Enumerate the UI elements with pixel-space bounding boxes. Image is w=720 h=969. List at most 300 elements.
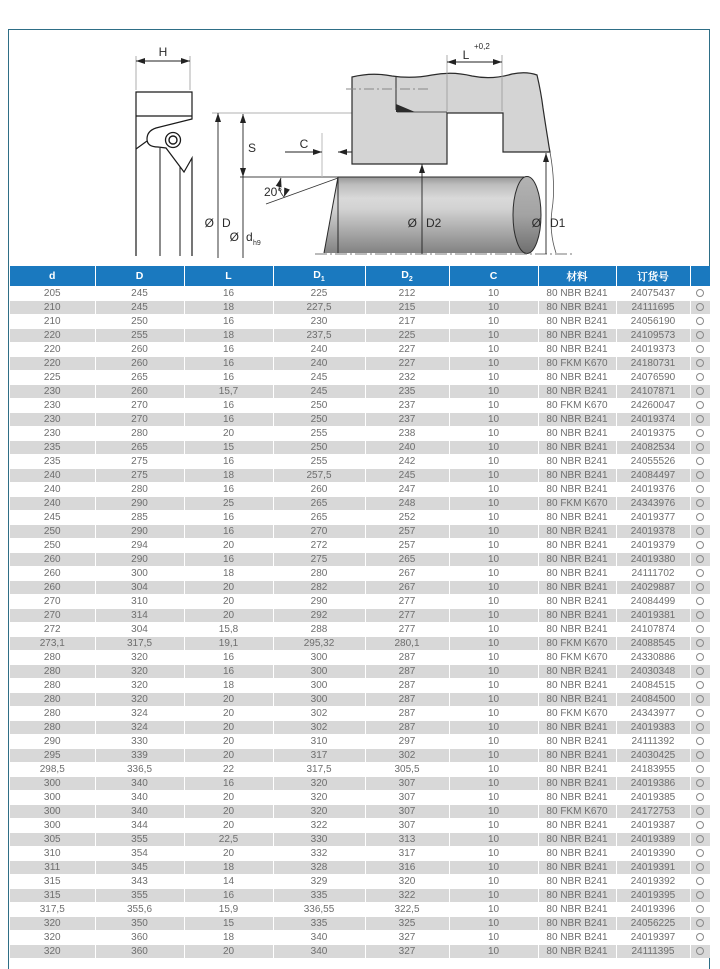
housing-break-line [550, 152, 556, 253]
table-cell: 240 [273, 357, 365, 371]
availability-cell [690, 693, 710, 707]
availability-cell [690, 455, 710, 469]
table-cell: 10 [449, 875, 538, 889]
table-row [10, 609, 710, 623]
table-cell: 80 NBR B241 [538, 441, 616, 455]
table-cell: 300 [95, 567, 184, 581]
table-cell: 24019377 [616, 511, 690, 525]
table-cell: 287 [365, 721, 449, 735]
table-cell: 10 [449, 665, 538, 679]
table-cell: 24180731 [616, 357, 690, 371]
table-cell: 257 [365, 539, 449, 553]
table-cell: 317,5 [10, 903, 95, 917]
table-cell: 315 [10, 889, 95, 903]
table-cell: 24183955 [616, 763, 690, 777]
table-cell: 22 [184, 763, 273, 777]
table-cell: 310 [10, 847, 95, 861]
table-cell: 16 [184, 483, 273, 497]
table-cell: 340 [95, 805, 184, 819]
table-cell: 290 [95, 497, 184, 511]
table-row [10, 511, 710, 525]
table-cell: 80 NBR B241 [538, 315, 616, 329]
table-cell: 10 [449, 791, 538, 805]
table-cell: 24075437 [616, 287, 690, 301]
table-cell: 10 [449, 917, 538, 931]
table-cell: 320 [273, 791, 365, 805]
table-cell: 10 [449, 455, 538, 469]
table-cell: 332 [273, 847, 365, 861]
availability-circle-icon [696, 359, 704, 367]
table-cell: 240 [10, 469, 95, 483]
table-cell: 24084497 [616, 469, 690, 483]
availability-circle-icon [696, 639, 704, 647]
table-cell: 10 [449, 413, 538, 427]
table-cell: 300 [273, 665, 365, 679]
table-cell: 355 [95, 889, 184, 903]
table-cell: 255 [273, 455, 365, 469]
table-cell: 300 [273, 693, 365, 707]
table-cell: 24019387 [616, 819, 690, 833]
table-cell: 80 FKM K670 [538, 707, 616, 721]
table-cell: 272 [10, 623, 95, 637]
table-cell: 20 [184, 805, 273, 819]
availability-cell [690, 833, 710, 847]
table-cell: 265 [273, 497, 365, 511]
table-cell: 16 [184, 525, 273, 539]
table-cell: 24111395 [616, 945, 690, 959]
seal-hook-line [136, 141, 147, 149]
table-cell: 16 [184, 413, 273, 427]
table-cell: 300 [273, 679, 365, 693]
table-row [10, 917, 710, 931]
table-cell: 24019395 [616, 889, 690, 903]
availability-cell [690, 441, 710, 455]
table-cell: 255 [273, 427, 365, 441]
table-cell: 320 [273, 805, 365, 819]
availability-cell [690, 735, 710, 749]
table-cell: 24111702 [616, 567, 690, 581]
table-cell: 80 NBR B241 [538, 679, 616, 693]
table-cell: 260 [95, 343, 184, 357]
table-cell: 10 [449, 497, 538, 511]
table-cell: 10 [449, 847, 538, 861]
availability-circle-icon [696, 709, 704, 717]
availability-circle-icon [696, 695, 704, 703]
table-cell: 335 [273, 889, 365, 903]
table-cell: 18 [184, 861, 273, 875]
table-cell: 328 [273, 861, 365, 875]
table-cell: 10 [449, 315, 538, 329]
table-cell: 250 [95, 315, 184, 329]
table-cell: 270 [273, 525, 365, 539]
table-cell: 280 [10, 651, 95, 665]
table-cell: 10 [449, 735, 538, 749]
table-cell: 10 [449, 581, 538, 595]
table-cell: 320 [10, 917, 95, 931]
table-cell: 344 [95, 819, 184, 833]
table-row [10, 329, 710, 343]
table-row [10, 735, 710, 749]
availability-cell [690, 483, 710, 497]
table-cell: 230 [10, 427, 95, 441]
table-cell: 80 NBR B241 [538, 329, 616, 343]
table-cell: 80 FKM K670 [538, 651, 616, 665]
availability-cell [690, 609, 710, 623]
table-cell: 10 [449, 777, 538, 791]
table-row [10, 791, 710, 805]
dim-d-label: d [246, 230, 253, 244]
table-cell: 360 [95, 945, 184, 959]
dim-C-label: C [299, 137, 309, 151]
table-cell: 10 [449, 385, 538, 399]
availability-cell [690, 637, 710, 651]
availability-cell [690, 707, 710, 721]
table-cell: 287 [365, 665, 449, 679]
table-cell: 15,9 [184, 903, 273, 917]
col-header-d: d [10, 266, 95, 287]
table-cell: 265 [273, 511, 365, 525]
table-cell: 24330886 [616, 651, 690, 665]
table-row [10, 539, 710, 553]
availability-circle-icon [696, 877, 704, 885]
table-cell: 80 NBR B241 [538, 343, 616, 357]
table-cell: 24343977 [616, 707, 690, 721]
table-cell: 227 [365, 357, 449, 371]
table-cell: 240 [10, 497, 95, 511]
seal-spec-table [10, 266, 710, 958]
table-body [10, 287, 710, 959]
table-cell: 80 NBR B241 [538, 427, 616, 441]
table-row [10, 945, 710, 959]
table-cell: 290 [273, 595, 365, 609]
availability-circle-icon [696, 387, 704, 395]
dim-d [230, 230, 261, 247]
table-cell: 330 [95, 735, 184, 749]
table-cell: 16 [184, 357, 273, 371]
table-cell: 235 [10, 441, 95, 455]
table-cell: 24107871 [616, 385, 690, 399]
availability-cell [690, 679, 710, 693]
availability-circle-icon [696, 905, 704, 913]
table-cell: 345 [95, 861, 184, 875]
table-cell: 24343976 [616, 497, 690, 511]
table-cell: 317,5 [273, 763, 365, 777]
table-cell: 322,5 [365, 903, 449, 917]
table-row [10, 651, 710, 665]
table-cell: 80 NBR B241 [538, 665, 616, 679]
table-cell: 20 [184, 735, 273, 749]
table-cell: 24030348 [616, 665, 690, 679]
availability-circle-icon [696, 849, 704, 857]
dim-L-tolerance: +0,2 [474, 42, 490, 51]
table-cell: 24019380 [616, 553, 690, 567]
availability-cell [690, 889, 710, 903]
table-row [10, 707, 710, 721]
availability-cell [690, 343, 710, 357]
table-cell: 24029887 [616, 581, 690, 595]
table-cell: 80 FKM K670 [538, 357, 616, 371]
availability-circle-icon [696, 583, 704, 591]
table-row [10, 469, 710, 483]
table-cell: 80 NBR B241 [538, 763, 616, 777]
table-cell: 16 [184, 665, 273, 679]
table-cell: 273,1 [10, 637, 95, 651]
availability-cell [690, 791, 710, 805]
table-cell: 250 [10, 525, 95, 539]
table-cell: 225 [365, 329, 449, 343]
table-cell: 80 NBR B241 [538, 413, 616, 427]
table-row [10, 427, 710, 441]
table-row [10, 819, 710, 833]
table-cell: 287 [365, 693, 449, 707]
table-cell: 16 [184, 315, 273, 329]
table-cell: 16 [184, 343, 273, 357]
dim-D1-label: D1 [550, 216, 566, 230]
table-cell: 80 NBR B241 [538, 819, 616, 833]
table-cell: 270 [95, 413, 184, 427]
table-cell: 80 NBR B241 [538, 385, 616, 399]
table-cell: 280 [10, 693, 95, 707]
table-cell: 238 [365, 427, 449, 441]
table-cell: 24019383 [616, 721, 690, 735]
table-cell: 302 [273, 721, 365, 735]
table-cell: 16 [184, 399, 273, 413]
dim-H-label: H [158, 45, 168, 59]
table-cell: 300 [273, 651, 365, 665]
table-cell: 80 NBR B241 [538, 777, 616, 791]
table-cell: 265 [365, 553, 449, 567]
availability-circle-icon [696, 457, 704, 465]
table-cell: 80 NBR B241 [538, 791, 616, 805]
table-cell: 252 [365, 511, 449, 525]
table-cell: 287 [365, 707, 449, 721]
availability-circle-icon [696, 415, 704, 423]
table-cell: 80 NBR B241 [538, 483, 616, 497]
table-cell: 20 [184, 791, 273, 805]
table-row [10, 581, 710, 595]
table-cell: 24019375 [616, 427, 690, 441]
table-cell: 10 [449, 721, 538, 735]
availability-circle-icon [696, 919, 704, 927]
table-cell: 24019390 [616, 847, 690, 861]
table-cell: 248 [365, 497, 449, 511]
table-cell: 24019378 [616, 525, 690, 539]
technical-drawing [0, 0, 720, 266]
table-cell: 24084500 [616, 693, 690, 707]
availability-cell [690, 525, 710, 539]
dim-L-label: L [462, 48, 470, 62]
table-row [10, 455, 710, 469]
table-row [10, 931, 710, 945]
table-cell: 307 [365, 819, 449, 833]
table-cell: 80 NBR B241 [538, 469, 616, 483]
table-cell: 20 [184, 581, 273, 595]
table-cell: 310 [273, 735, 365, 749]
table-cell: 10 [449, 819, 538, 833]
table-cell: 307 [365, 805, 449, 819]
table-cell: 25 [184, 497, 273, 511]
table-cell: 288 [273, 623, 365, 637]
table-cell: 217 [365, 315, 449, 329]
table-cell: 10 [449, 567, 538, 581]
table-row [10, 525, 710, 539]
table-cell: 272 [273, 539, 365, 553]
availability-circle-icon [696, 723, 704, 731]
table-cell: 16 [184, 287, 273, 301]
table-cell: 10 [449, 609, 538, 623]
table-row [10, 357, 710, 371]
col-header-D2: $D_2$ [365, 266, 449, 287]
table-cell: 322 [365, 889, 449, 903]
table-cell: 257 [365, 525, 449, 539]
table-cell: 18 [184, 931, 273, 945]
table-cell: 315 [10, 875, 95, 889]
table-cell: 80 NBR B241 [538, 595, 616, 609]
availability-circle-icon [696, 933, 704, 941]
table-cell: 10 [449, 889, 538, 903]
table-cell: 305 [10, 833, 95, 847]
table-cell: 327 [365, 945, 449, 959]
availability-cell [690, 945, 710, 959]
table-cell: 280 [273, 567, 365, 581]
table-cell: 210 [10, 301, 95, 315]
table-cell: 80 NBR B241 [538, 581, 616, 595]
table-cell: 360 [95, 931, 184, 945]
availability-cell [690, 931, 710, 945]
table-cell: 277 [365, 623, 449, 637]
table-cell: 336,5 [95, 763, 184, 777]
availability-cell [690, 329, 710, 343]
table-cell: 10 [449, 903, 538, 917]
table-cell: 295 [10, 749, 95, 763]
dim-angle-20 [264, 177, 338, 204]
table-cell: 307 [365, 791, 449, 805]
table-cell: 210 [10, 315, 95, 329]
table-cell: 260 [10, 581, 95, 595]
table-cell: 237 [365, 413, 449, 427]
table-cell: 260 [10, 567, 95, 581]
table-cell: 227,5 [273, 301, 365, 315]
table-cell: 275 [95, 469, 184, 483]
availability-cell [690, 623, 710, 637]
availability-cell [690, 553, 710, 567]
table-cell: 280 [10, 721, 95, 735]
dim-d-prefix: Ø [229, 230, 239, 244]
table-cell: 295,32 [273, 637, 365, 651]
table-cell: 10 [449, 763, 538, 777]
table-cell: 24084515 [616, 679, 690, 693]
table-cell: 80 NBR B241 [538, 511, 616, 525]
table-cell: 290 [95, 525, 184, 539]
table-cell: 20 [184, 819, 273, 833]
table-cell: 80 FKM K670 [538, 399, 616, 413]
table-cell: 20 [184, 721, 273, 735]
table-row [10, 777, 710, 791]
table-row [10, 623, 710, 637]
table-cell: 20 [184, 539, 273, 553]
table-cell: 327 [365, 931, 449, 945]
table-cell: 302 [365, 749, 449, 763]
table-cell: 24019379 [616, 539, 690, 553]
table-cell: 10 [449, 469, 538, 483]
table-cell: 320 [95, 651, 184, 665]
table-cell: 80 NBR B241 [538, 917, 616, 931]
table-cell: 15,8 [184, 623, 273, 637]
table-row [10, 903, 710, 917]
availability-circle-icon [696, 471, 704, 479]
dim-D-prefix: Ø [204, 216, 214, 230]
dim-D2-prefix: Ø [407, 216, 417, 230]
table-cell: 355,6 [95, 903, 184, 917]
table-cell: 270 [95, 399, 184, 413]
availability-circle-icon [696, 863, 704, 871]
table-cell: 285 [95, 511, 184, 525]
table-cell: 80 FKM K670 [538, 805, 616, 819]
availability-cell [690, 427, 710, 441]
table-cell: 280 [95, 483, 184, 497]
table-cell: 15,7 [184, 385, 273, 399]
table-cell: 20 [184, 427, 273, 441]
table-cell: 304 [95, 623, 184, 637]
availability-circle-icon [696, 541, 704, 549]
table-row [10, 637, 710, 651]
table-cell: 10 [449, 833, 538, 847]
table-cell: 317 [273, 749, 365, 763]
table-cell: 10 [449, 945, 538, 959]
availability-cell [690, 861, 710, 875]
table-cell: 15 [184, 917, 273, 931]
dim-D2-label: D2 [426, 216, 442, 230]
col-header-C: C [449, 266, 538, 287]
availability-cell [690, 847, 710, 861]
table-cell: 24056225 [616, 917, 690, 931]
availability-circle-icon [696, 555, 704, 563]
table-cell: 80 NBR B241 [538, 749, 616, 763]
table-row [10, 413, 710, 427]
table-cell: 320 [365, 875, 449, 889]
table-cell: 324 [95, 721, 184, 735]
table-cell: 20 [184, 749, 273, 763]
availability-circle-icon [696, 373, 704, 381]
shaft-end-face [513, 177, 541, 254]
table-cell: 10 [449, 511, 538, 525]
availability-cell [690, 357, 710, 371]
table-cell: 10 [449, 441, 538, 455]
table-cell: 355 [95, 833, 184, 847]
table-cell: 340 [95, 777, 184, 791]
table-cell: 10 [449, 707, 538, 721]
table-cell: 24019381 [616, 609, 690, 623]
table-cell: 24111392 [616, 735, 690, 749]
table-cell: 335 [273, 917, 365, 931]
table-cell: 80 NBR B241 [538, 371, 616, 385]
table-cell: 80 NBR B241 [538, 539, 616, 553]
table-cell: 260 [273, 483, 365, 497]
table-cell: 80 NBR B241 [538, 553, 616, 567]
table-cell: 10 [449, 931, 538, 945]
availability-circle-icon [696, 443, 704, 451]
table-cell: 257,5 [273, 469, 365, 483]
dim-d-sub: h9 [253, 240, 261, 247]
table-row [10, 301, 710, 315]
table-cell: 24019385 [616, 791, 690, 805]
table-cell: 10 [449, 399, 538, 413]
table-cell: 300 [10, 777, 95, 791]
table-cell: 16 [184, 651, 273, 665]
table-cell: 24030425 [616, 749, 690, 763]
table-row [10, 889, 710, 903]
table-cell: 24084499 [616, 595, 690, 609]
